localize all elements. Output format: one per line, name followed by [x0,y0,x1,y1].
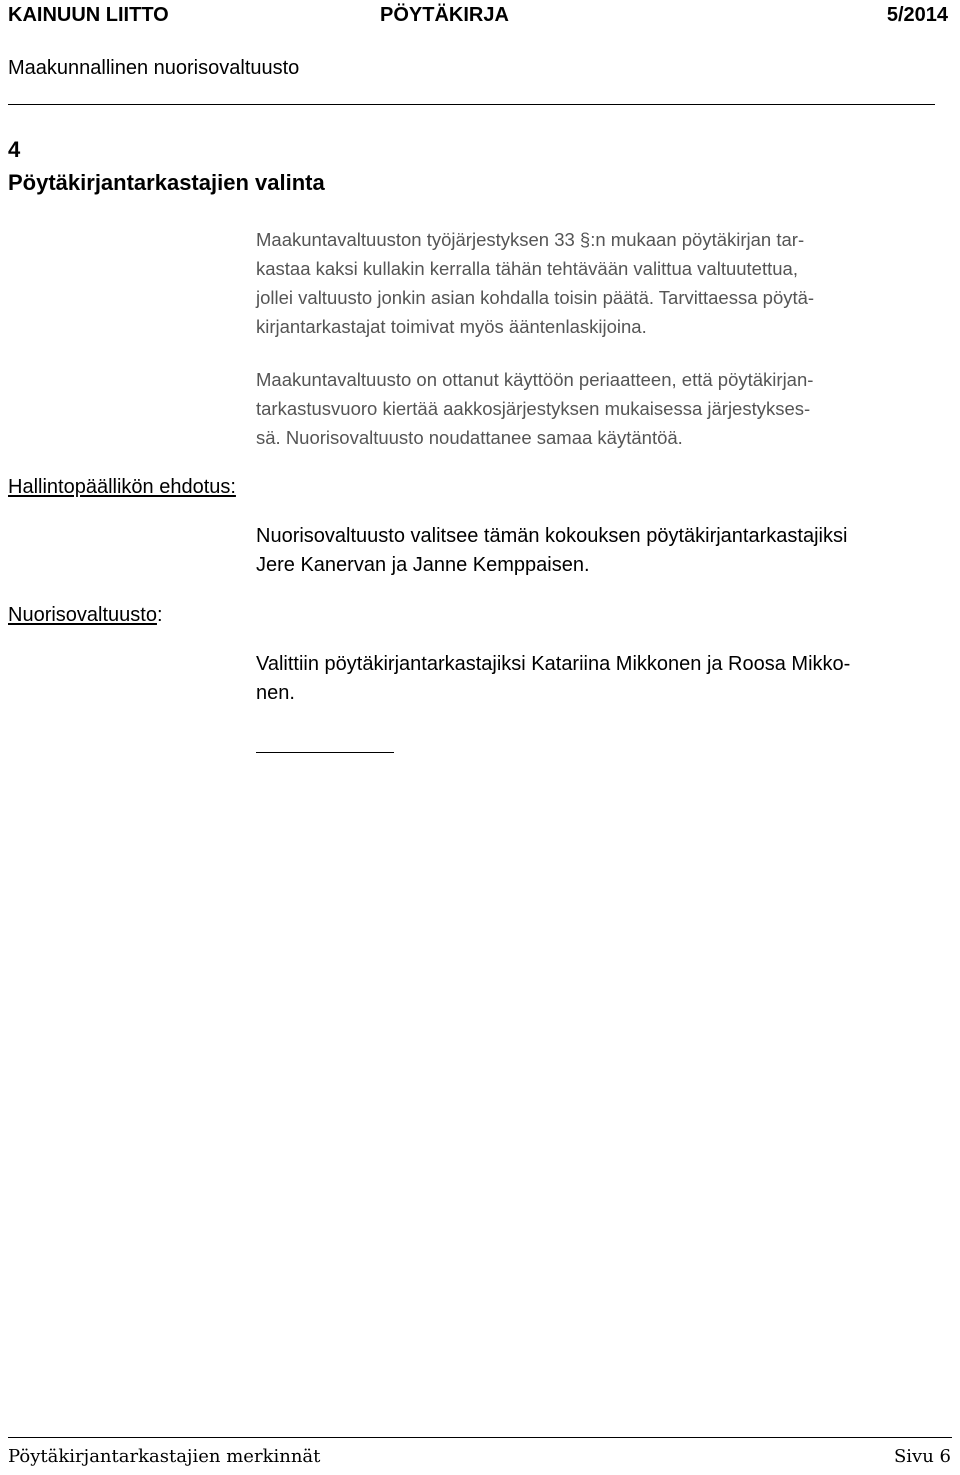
section-end-line [256,752,394,753]
paragraph-line: Maakuntavaltuusto on ottanut käyttöön periaatteen, että pöytäkirjan- [256,369,814,390]
body-name: Maakunnallinen nuorisovaltuusto [8,57,300,79]
organization-name: KAINUUN LIITTO [8,4,169,26]
paragraph-line: sä. Nuorisovaltuusto noudattanee samaa käytäntöä. [256,427,683,448]
footer-divider [8,1437,952,1438]
paragraph-line: tarkastusvuoro kiertää aakkosjärjestyksen mukaisessa järjestykses- [256,398,811,419]
council-label [8,604,163,627]
rules-paragraph [256,225,946,341]
proposal-label [8,476,236,499]
document-number: 5/2014 [886,4,948,26]
paragraph-line: jollei valtuusto jonkin asian kohdalla toisin päätä. Tarvittaessa pöytä- [256,287,815,308]
paragraph-line: Jere Kanervan ja Janne Kemppaisen. [256,554,590,576]
section-number: 4 [8,137,21,162]
paragraph-line: Valittiin pöytäkirjantarkastajiksi Katariina Mikkonen ja Roosa Mikko- [256,653,851,675]
paragraph-line: kirjantarkastajat toimivat myös ääntenlaskijoina. [256,316,647,337]
council-label-colon: : [156,604,163,626]
paragraph-line: nen. [256,682,295,704]
section-title: Pöytäkirjantarkastajien valinta [8,170,325,195]
proposal-paragraph [256,522,946,580]
paragraph-line: Maakuntavaltuuston työjärjestyksen 33 §:n mukaan pöytäkirjan tar- [256,229,805,250]
document-type: PÖYTÄKIRJA [380,4,509,26]
header-divider [8,104,935,105]
paragraph-line: Nuorisovaltuusto valitsee tämän kokouksen pöytäkirjantarkastajiksi [256,525,848,547]
proposal-label-text: Hallintopäällikön ehdotus: [8,476,236,498]
council-label-text: Nuorisovaltuusto [8,604,157,626]
inspector-notes-label: Pöytäkirjantarkastajien merkinnät [8,1446,321,1467]
decision-paragraph [256,650,946,708]
document-header [8,4,948,32]
page-number: Sivu 6 [893,1446,951,1467]
paragraph-line: kastaa kaksi kullakin kerralla tähän tehtävään valittua valtuutettua, [256,258,798,279]
practice-paragraph [256,365,946,452]
